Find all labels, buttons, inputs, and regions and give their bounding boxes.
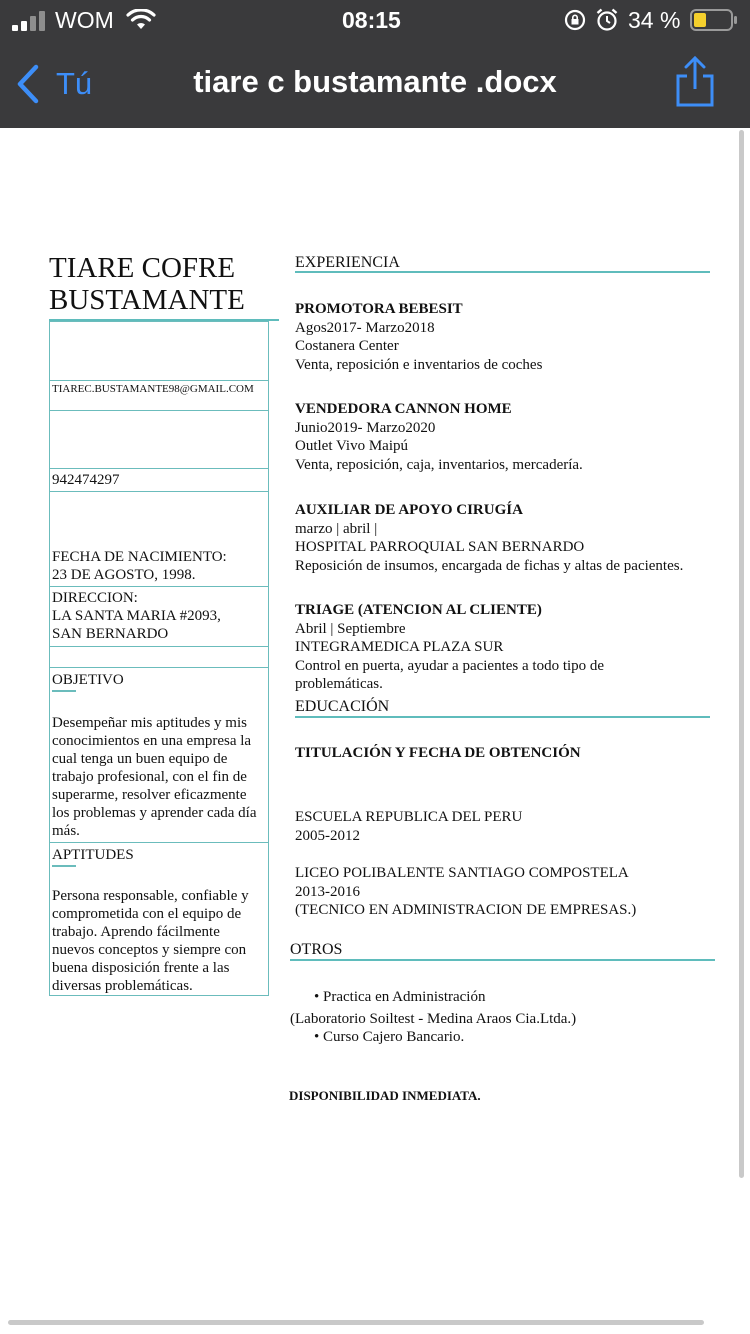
blank-cell [49,410,269,469]
job-dates: marzo | abril | [295,520,378,537]
school-note: (TECNICO EN ADMINISTRACION DE EMPRESAS.) [295,902,637,919]
job-role: PROMOTORA BEBESIT [295,301,463,317]
others-item [314,1028,464,1047]
school-entry [295,864,725,920]
alarm-icon [596,8,618,32]
vertical-scrollbar[interactable] [739,130,744,1178]
job-role: VENDEDORA CANNON HOME [295,401,512,417]
wifi-icon [126,9,156,31]
objective-underline [52,690,76,692]
share-icon[interactable] [674,56,716,108]
job-dates: Abril | Septiembre [295,620,406,637]
objective-title: OBJETIVO [52,672,124,688]
job-role: TRIAGE (ATENCION AL CLIENTE) [295,602,542,618]
job-place: HOSPITAL PARROQUIAL SAN BERNARDO [295,539,585,556]
job-place: INTEGRAMEDICA PLAZA SUR [295,639,504,656]
birthdate-cell [49,491,269,587]
phone-cell [49,468,269,492]
battery-percent: 34 % [628,7,681,33]
availability-note: DISPONIBILIDAD INMEDIATA. [289,1088,481,1103]
address-line-2: SAN BERNARDO [52,626,169,642]
document-title: tiare c bustamante .docx [193,64,557,99]
job-role: AUXILIAR DE APOYO CIRUGÍA [295,502,523,518]
school-entry [295,808,725,845]
skills-cell [49,842,269,996]
education-divider [295,716,710,718]
job-description: Reposición de insumos, encargada de fichas y altas de pacientes. [295,557,684,574]
clock: 08:15 [342,7,401,33]
name-line-2: BUSTAMANTE [49,284,245,316]
others-title: OTROS [290,941,343,958]
birthdate-label: FECHA DE NACIMIENTO: [52,549,227,565]
bullet-icon: • [314,989,320,1005]
rotation-lock-icon [564,9,586,31]
objective-cell [49,667,269,843]
job-description: Venta, reposición e inventarios de coches [295,356,543,373]
blank-cell [49,321,269,381]
job-place: Outlet Vivo Maipú [295,438,408,455]
bullet-icon: • [314,1029,320,1045]
phone-text: 942474297 [52,472,120,488]
skills-underline [52,865,76,867]
school-years: 2013-2016 [295,883,360,900]
objective-text: Desempeñar mis aptitudes y mis conocimientos en una empresa la cual tenga un buen equipo de trabajo profesional, con el fin de superarme, resolver eficazmente los problemas y aprender cada día más. [52,715,257,839]
job-entry [295,601,655,694]
carrier-label: WOM [55,7,114,33]
address-cell [49,586,269,647]
job-entry [295,501,725,575]
job-dates: Junio2019- Marzo2020 [295,419,436,436]
candidate-name [49,252,245,316]
education-title: EDUCACIÓN [295,698,390,715]
others-item-text: Curso Cajero Bancario. [323,1029,465,1045]
address-line-1: LA SANTA MARIA #2093, [52,608,221,624]
others-divider [290,959,715,961]
education-subtitle: TITULACIÓN Y FECHA DE OBTENCIÓN [295,745,581,761]
navigation-bar [0,48,750,120]
job-dates: Agos2017- Marzo2018 [295,319,435,336]
top-bar [0,0,750,128]
skills-text: Persona responsable, confiable y comprometida con el equipo de trabajo. Aprendo fácilmente nuevos conceptos y siempre con buena disposición frente a las diversas problemáticas. [52,888,249,994]
signal-icon [12,11,48,31]
address-label: DIRECCION: [52,590,138,606]
others-item-detail: (Laboratorio Soiltest - Medina Araos Cia.Ltda.) [290,1011,577,1027]
job-place: Costanera Center [295,338,399,355]
job-description: Control en puerta, ayudar a pacientes a todo tipo de problemáticas. [295,657,605,693]
skills-title: APTITUDES [52,847,134,863]
battery-icon [690,9,738,31]
job-entry [295,300,715,374]
school-name: LICEO POLIBALENTE SANTIAGO COMPOSTELA [295,865,629,881]
job-entry [295,400,715,474]
experience-divider [295,271,710,273]
birthdate-value: 23 DE AGOSTO, 1998. [52,567,196,583]
others-item-text: Practica en Administración [323,989,486,1005]
back-label: Tú [56,66,93,101]
school-years: 2005-2012 [295,827,360,844]
job-description: Venta, reposición, caja, inventarios, mercadería. [295,456,583,473]
experience-title: EXPERIENCIA [295,254,400,271]
blank-cell [49,646,269,668]
email-cell [49,380,269,411]
email-text: TIAREC.BUSTAMANTE98@GMAIL.COM [52,383,254,395]
horizontal-scrollbar[interactable] [8,1320,704,1325]
name-line-1: TIARE COFRE [49,252,236,284]
others-item [314,988,485,1007]
status-bar [0,0,750,40]
school-name: ESCUELA REPUBLICA DEL PERU [295,809,523,825]
